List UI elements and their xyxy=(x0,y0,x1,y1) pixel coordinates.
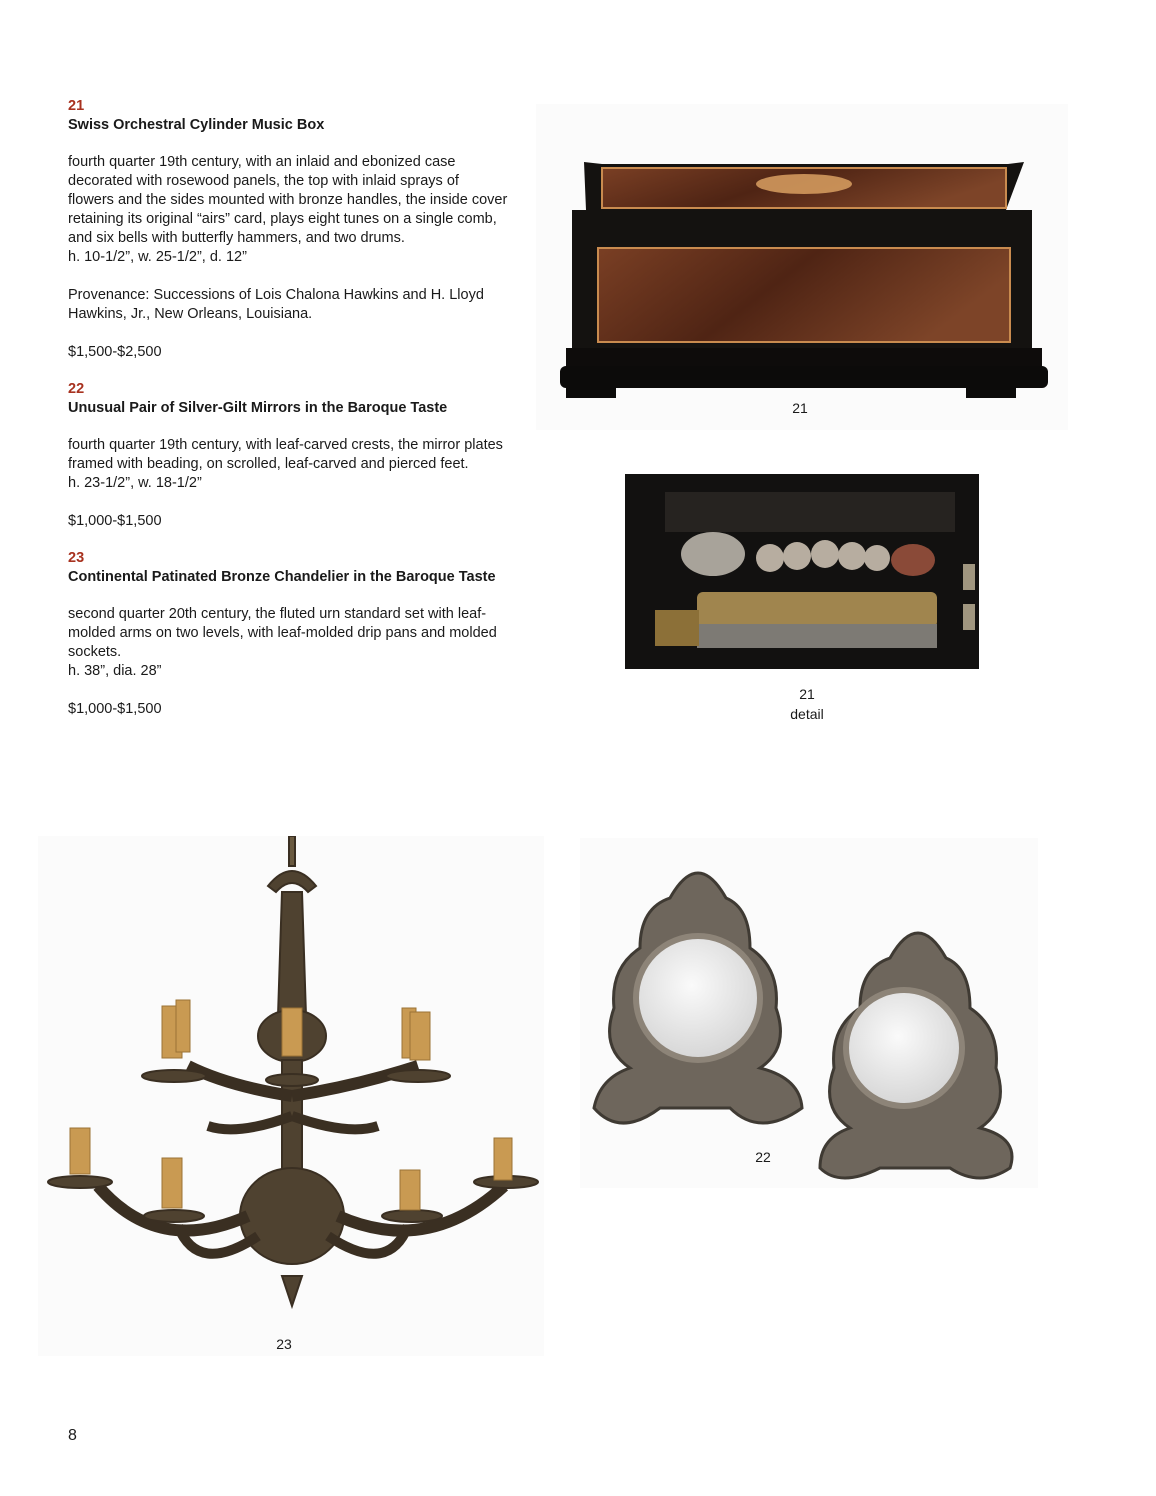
music-box-detail-photo xyxy=(625,474,979,669)
lot-21 xyxy=(68,97,508,362)
lot-estimate: $1,500-$2,500 xyxy=(68,344,162,360)
music-box-illustration xyxy=(536,104,1068,430)
lot-title: Swiss Orchestral Cylinder Music Box xyxy=(68,117,325,133)
chandelier-illustration xyxy=(38,836,544,1356)
lot-dimensions: h. 38”, dia. 28” xyxy=(68,663,162,679)
music-box-detail-caption xyxy=(777,684,837,724)
lot-provenance: Provenance: Successions of Lois Chalona Hawkins and H. Lloyd Hawkins, Jr., New Orleans, Louisiana. xyxy=(68,287,484,322)
detail-lot-number: 21 xyxy=(799,686,815,702)
lot-number: 21 xyxy=(68,98,85,114)
lot-description: fourth quarter 19th century, with an inlaid and ebonized case decorated with rosewood panels, the top with inlaid sprays of flowers and the sides mounted with bronze handles, the inside cover retaining its original “airs” card, plays eight tunes on a single comb, and six bells with butterfly hammers, and two drums. xyxy=(68,154,508,246)
lot-title: Continental Patinated Bronze Chandelier in the Baroque Taste xyxy=(68,569,496,585)
lot-number: 22 xyxy=(68,381,85,397)
lot-dimensions: h. 10-1/2”, w. 25-1/2”, d. 12” xyxy=(68,249,247,265)
detail-label: detail xyxy=(790,706,824,722)
music-box-caption: 21 xyxy=(792,400,808,416)
lot-description: fourth quarter 19th century, with leaf-carved crests, the mirror plates framed with beading, on scrolled, leaf-carved and pierced feet. xyxy=(68,437,503,472)
lot-estimate: $1,000-$1,500 xyxy=(68,701,162,717)
lot-list xyxy=(68,97,508,737)
lot-dimensions: h. 23-1/2”, w. 18-1/2” xyxy=(68,475,202,491)
chandelier-caption: 23 xyxy=(276,1336,292,1352)
lot-description: second quarter 20th century, the fluted urn standard set with leaf-molded arms on two levels, with leaf-molded drip pans and molded sockets. xyxy=(68,606,497,660)
mirrors-illustration xyxy=(580,838,1038,1188)
music-box-photo xyxy=(536,104,1068,430)
lot-23 xyxy=(68,549,508,719)
chandelier-photo xyxy=(38,836,544,1356)
music-box-detail-illustration xyxy=(625,474,979,669)
lot-estimate: $1,000-$1,500 xyxy=(68,513,162,529)
lot-title: Unusual Pair of Silver-Gilt Mirrors in the Baroque Taste xyxy=(68,400,448,416)
lot-number: 23 xyxy=(68,550,85,566)
lot-22 xyxy=(68,380,508,531)
mirrors-photo xyxy=(580,838,1038,1188)
page-number: 8 xyxy=(68,1427,77,1444)
mirrors-caption: 22 xyxy=(755,1149,771,1165)
